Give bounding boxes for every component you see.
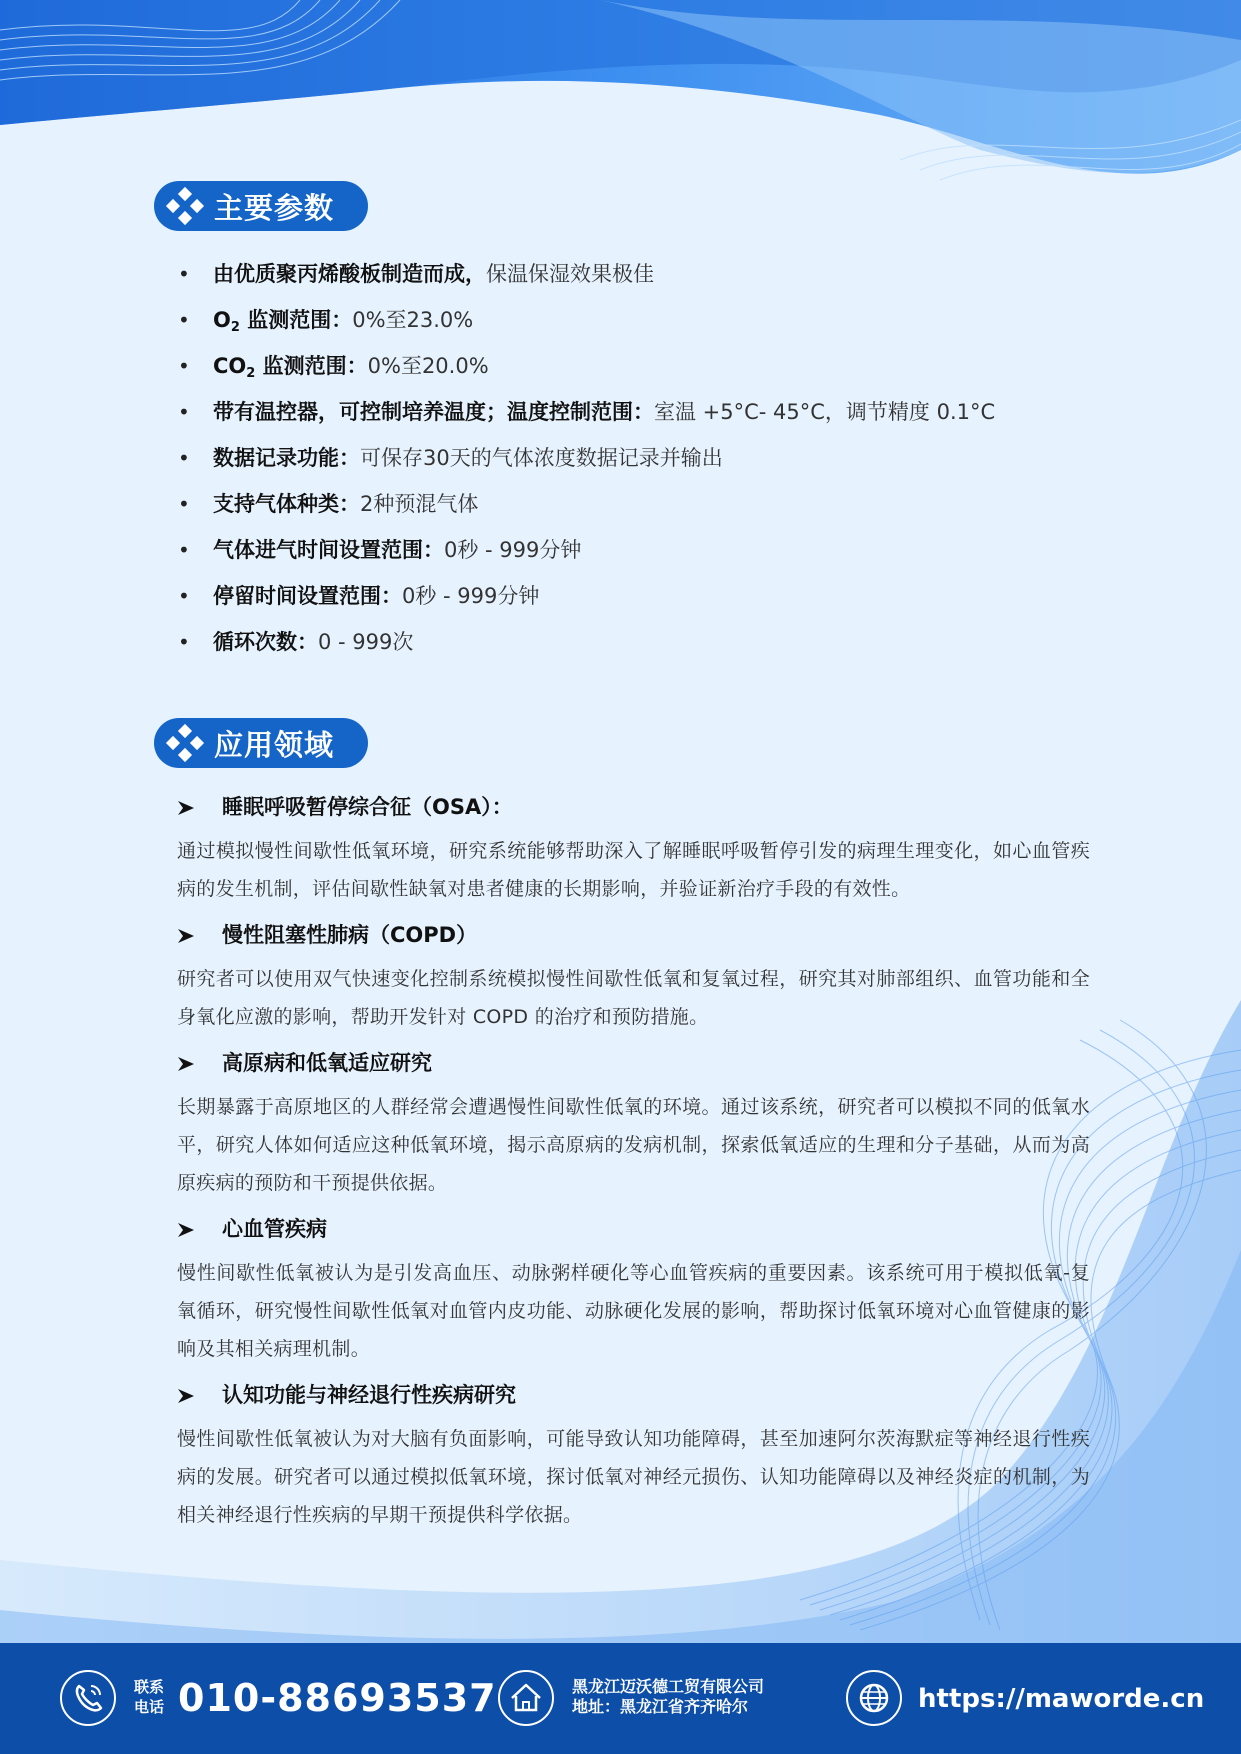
applications-list [178,790,1090,1544]
application-item-copd [178,918,1090,1036]
application-heading: 高原病和低氧适应研究 [222,1051,432,1075]
phone-number[interactable]: 010-88693537 [178,1676,497,1720]
list-item: • $O_2$ 监测范围：0%至23.0% [176,302,1126,348]
diamond-cluster-icon [166,724,204,762]
bullet-icon: • [178,584,190,608]
list-item: • 数据记录功能：可保存30天的气体浓度数据记录并输出 [176,440,1126,486]
application-heading: 认知功能与神经退行性疾病研究 [222,1383,516,1407]
arrow-right-icon [178,929,194,943]
arrow-right-icon [178,1223,194,1237]
application-text: 慢性间歇性低氧被认为是引发高血压、动脉粥样硬化等心血管疾病的重要因素。该系统可用于模拟低氧-复氧循环，研究慢性间歇性低氧对血管内皮功能、动脉硬化发展的影响，帮助探讨低氧环境对心血管健康的影响及其相关病理机制。 [177,1262,1090,1360]
section-title-params: 主要参数 [214,190,335,225]
application-text: 通过模拟慢性间歇性低氧环境，研究系统能够帮助深入了解睡眠呼吸暂停引发的病理生理变化，如心血管疾病的发生机制，评估间歇性缺氧对患者健康的长期影响，并验证新治疗手段的有效性。 [177,840,1090,900]
list-item: • 由优质聚丙烯酸板制造而成，保温保湿效果极佳 [176,256,1126,302]
home-icon [498,1670,554,1726]
application-heading: 慢性阻塞性肺病（COPD） [222,923,478,947]
company-name: 黑龙江迈沃德工贸有限公司 [572,1677,765,1696]
bullet-icon: • [178,308,190,332]
list-item: • 循环次数：0 - 999次 [176,624,1126,670]
application-item-altitude [178,1046,1090,1202]
list-item: • $CO_2$ 监测范围：0%至20.0% [176,348,1126,394]
application-item-osa [178,790,1090,908]
params-list [176,256,1126,670]
contact-label: 联系 电话 [134,1678,165,1716]
bullet-icon: • [178,538,190,562]
diamond-cluster-icon [166,187,204,225]
bullet-icon: • [178,262,190,286]
section-title-applications: 应用领域 [214,727,335,762]
company-address: 地址：黑龙江省齐齐哈尔 [572,1697,749,1716]
arrow-right-icon [178,1057,194,1071]
website-link[interactable]: https://maworde.cn [918,1684,1205,1714]
application-heading: 心血管疾病 [222,1217,327,1241]
list-item: • 支持气体种类：2种预混气体 [176,486,1126,532]
bullet-icon: • [178,446,190,470]
globe-icon [846,1670,902,1726]
application-item-cardiovascular [178,1212,1090,1368]
application-item-neuro [178,1378,1090,1534]
section-header-params [154,181,368,231]
list-item: • 停留时间设置范围：0秒 - 999分钟 [176,578,1126,624]
application-text: 研究者可以使用双气快速变化控制系统模拟慢性间歇性低氧和复氧过程，研究其对肺部组织、血管功能和全身氧化应激的影响，帮助开发针对 COPD 的治疗和预防措施。 [177,968,1090,1028]
application-text: 慢性间歇性低氧被认为对大脑有负面影响，可能导致认知功能障碍，甚至加速阿尔茨海默症等神经退行性疾病的发展。研究者可以通过模拟低氧环境，探讨低氧对神经元损伤、认知功能障碍以及神经炎症的机制，为相关神经退行性疾病的早期干预提供科学依据。 [177,1428,1090,1526]
arrow-right-icon [178,1389,194,1403]
company-info [572,1677,764,1717]
bullet-icon: • [178,492,190,516]
application-heading: 睡眠呼吸暂停综合征（OSA）： [222,795,513,819]
bullet-icon: • [178,630,190,654]
bullet-icon: • [178,400,190,424]
footer-bar [0,1643,1241,1754]
bullet-icon: • [178,354,190,378]
list-item: • 带有温控器，可控制培养温度；温度控制范围：室温 +5°C- 45°C，调节精度 0.1°C [176,394,1126,440]
arrow-right-icon [178,801,194,815]
section-header-applications [154,718,368,768]
phone-icon [60,1670,116,1726]
application-text: 长期暴露于高原地区的人群经常会遭遇慢性间歇性低氧的环境。通过该系统，研究者可以模拟不同的低氧水平，研究人体如何适应这种低氧环境，揭示高原病的发病机制，探索低氧适应的生理和分子基础，从而为高原疾病的预防和干预提供依据。 [177,1096,1090,1194]
list-item: • 气体进气时间设置范围：0秒 - 999分钟 [176,532,1126,578]
